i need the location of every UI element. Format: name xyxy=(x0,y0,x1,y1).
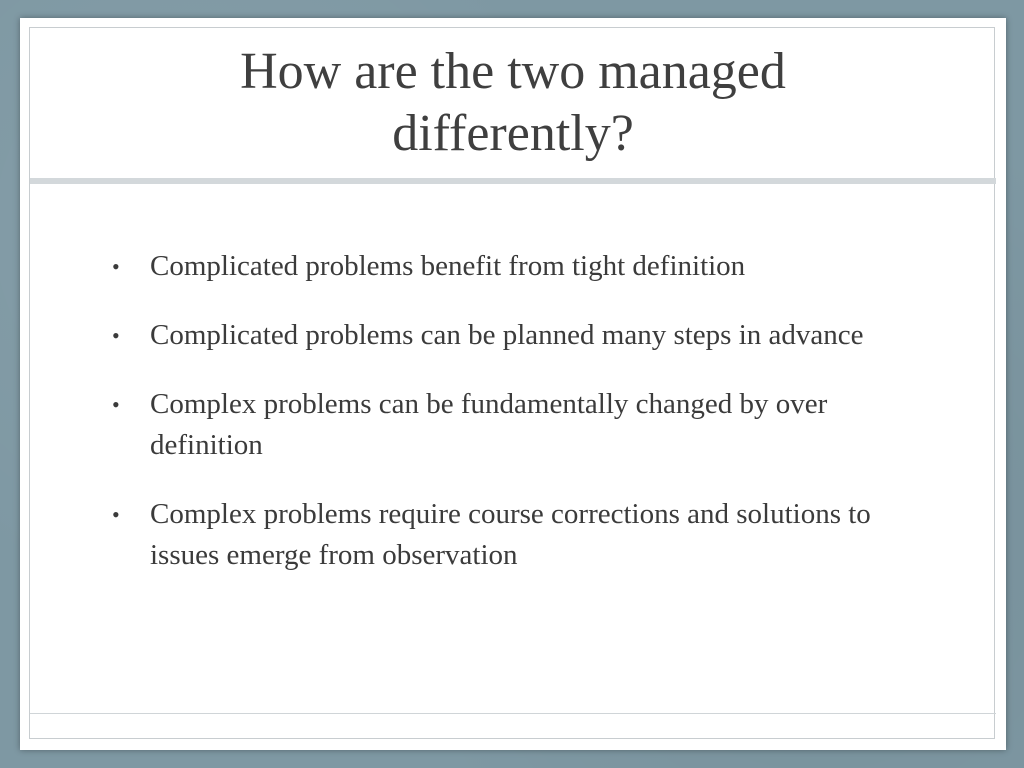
bullet-icon: • xyxy=(112,502,120,527)
bullet-text: Complicated problems benefit from tight definition xyxy=(150,250,746,282)
slide-title: How are the two managed differently? xyxy=(240,43,786,162)
bullet-item xyxy=(112,246,912,287)
slide xyxy=(20,18,1006,750)
bullet-icon: • xyxy=(112,392,120,417)
bullet-item xyxy=(112,315,912,356)
footer-divider xyxy=(30,713,996,714)
bullet-text: Complex problems require course corrections and solutions to issues emerge from observation xyxy=(150,498,871,571)
bullet-list xyxy=(112,246,912,604)
bullet-icon: • xyxy=(112,323,120,348)
bullet-item xyxy=(112,384,912,466)
bullet-text: Complicated problems can be planned many steps in advance xyxy=(150,319,864,351)
bullet-icon: • xyxy=(112,254,120,279)
title-divider xyxy=(30,178,996,184)
bullet-text: Complex problems can be fundamentally changed by over definition xyxy=(150,388,828,461)
bullet-item xyxy=(112,494,912,576)
title-area xyxy=(30,28,996,178)
